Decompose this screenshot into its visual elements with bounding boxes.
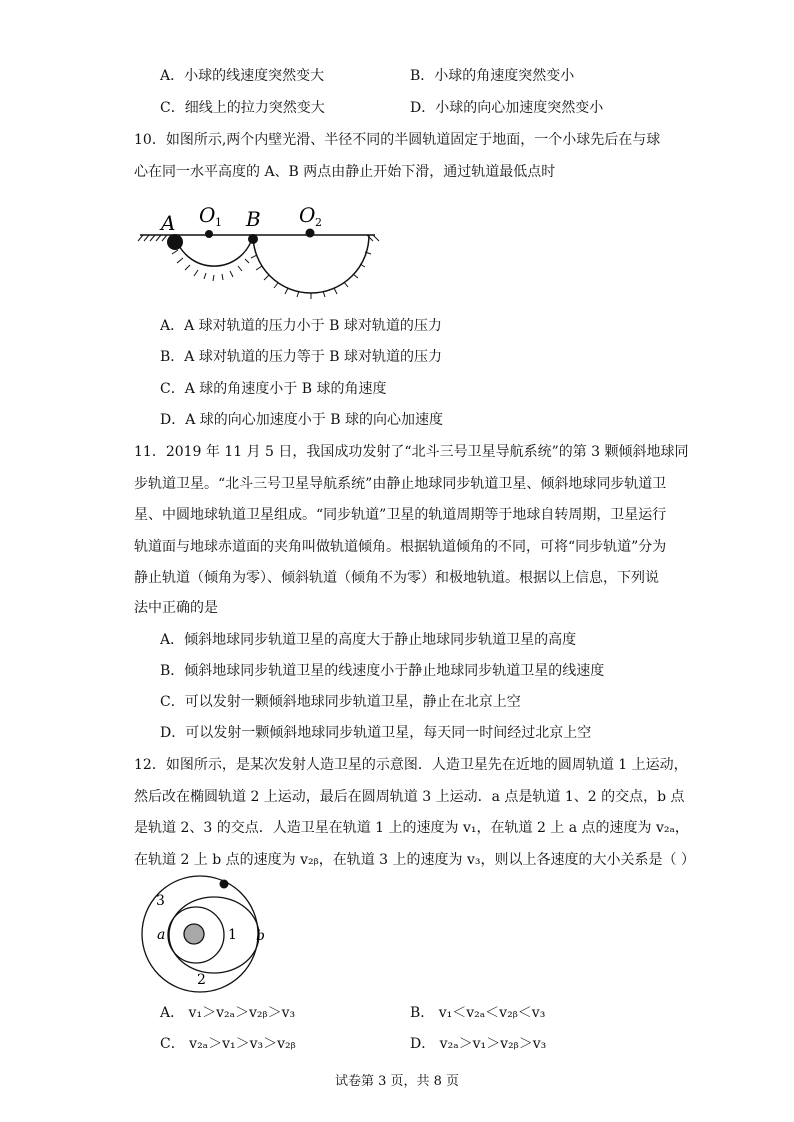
q11-option-a: A．倾斜地球同步轨道卫星的高度大于静止地球同步轨道卫星的高度 xyxy=(160,632,577,648)
label-a: a xyxy=(157,927,166,943)
q10-option-c: C．A 球的角速度小于 B 球的角速度 xyxy=(160,381,387,397)
q12-option-b: B． v₁＜v₂ₐ＜v₂ᵦ＜v₃ xyxy=(410,1005,546,1021)
q10-stem-line2: 心在同一水平高度的 A、B 两点由静止开始下滑，通过轨道最低点时 xyxy=(134,164,556,180)
q9-option-a: A．小球的线速度突然变大 xyxy=(160,68,325,84)
q11-option-b: B．倾斜地球同步轨道卫星的线速度小于静止地球同步轨道卫星的线速度 xyxy=(160,663,605,679)
q11-line: 轨道面与地球赤道面的夹角叫做轨道倾角。根据轨道倾角的不同，可将“同步轨道”分为 xyxy=(134,539,667,555)
q11-line: 法中正确的是 xyxy=(134,600,218,616)
q12-line3: 是轨道 2、3 的交点．人造卫星在轨道 1 上的速度为 v₁，在轨道 2 上 a 点的速度为 v₂ₐ， xyxy=(134,820,689,836)
center-o1 xyxy=(205,230,213,238)
q9-option-d: D．小球的向心加速度突然变小 xyxy=(410,100,604,116)
point-b xyxy=(248,234,258,244)
q11-option-d: D．可以发射一颗倾斜地球同步轨道卫星，每天同一时间经过北京上空 xyxy=(160,725,592,741)
q12-line1: 12．如图所示，是某次发射人造卫星的示意图．人造卫星先在近地的圆周轨道 1 上运动， xyxy=(134,757,688,773)
satellite xyxy=(220,880,229,889)
q9-option-c: C．细线上的拉力突然变大 xyxy=(160,100,325,116)
earth xyxy=(184,924,204,944)
label-o2-sub: 2 xyxy=(315,216,322,229)
label-b: b xyxy=(256,928,265,944)
q10-track-figure xyxy=(135,200,385,300)
q11-line: 11．2019 年 11 月 5 日，我国成功发射了“北斗三号卫星导航系统”的第 3 颗倾斜地球同 xyxy=(134,444,689,460)
label-a: A xyxy=(161,211,176,235)
q12-orbit-figure xyxy=(130,872,280,994)
label-o1-sub: 1 xyxy=(215,216,222,229)
q10-option-d: D．A 球的向心加速度小于 B 球的向心加速度 xyxy=(160,412,443,428)
page-footer: 试卷第 3 页，共 8 页 xyxy=(334,1074,460,1089)
q10-stem-line1: 10．如图所示,两个内壁光滑、半径不同的半圆轨道固定于地面，一个小球先后在与球 xyxy=(134,132,661,148)
ball-a xyxy=(167,234,183,250)
label-b: B xyxy=(246,207,261,231)
q12-option-a: A． v₁＞v₂ₐ＞v₂ᵦ＞v₃ xyxy=(160,1005,296,1021)
label-o1: O xyxy=(199,203,216,227)
q12-line2: 然后改在椭圆轨道 2 上运动，最后在圆周轨道 3 上运动．a 点是轨道 1、2 的交点，b 点 xyxy=(134,789,685,805)
q11-line: 步轨道卫星。“北斗三号卫星导航系统”由静止地球同步轨道卫星、倾斜地球同步轨道卫 xyxy=(134,476,667,492)
label-o2: O xyxy=(299,203,316,227)
q12-option-c: C． v₂ₐ＞v₁＞v₃＞v₂ᵦ xyxy=(160,1036,296,1052)
q12-option-d: D． v₂ₐ＞v₁＞v₂ᵦ＞v₃ xyxy=(410,1036,547,1052)
label-1: 1 xyxy=(228,927,237,943)
q10-option-b: B．A 球对轨道的压力等于 B 球对轨道的压力 xyxy=(160,349,443,365)
label-2: 2 xyxy=(197,972,206,988)
q11-line: 星、中圆地球轨道卫星组成。“同步轨道”卫星的轨道周期等于地球自转周期，卫星运行 xyxy=(134,507,667,523)
q11-option-c: C．可以发射一颗倾斜地球同步轨道卫星，静止在北京上空 xyxy=(160,694,521,710)
label-3: 3 xyxy=(156,893,165,909)
orbit-2 xyxy=(169,897,259,973)
q11-line: 静止轨道（倾角为零）、倾斜轨道（倾角不为零）和极地轨道。根据以上信息，下列说 xyxy=(134,570,659,586)
q9-option-b: B．小球的角速度突然变小 xyxy=(410,68,575,84)
q12-line4: 在轨道 2 上 b 点的速度为 v₂ᵦ，在轨道 3 上的速度为 v₃，则以上各速度的大小关系是（ ） xyxy=(134,852,695,868)
center-o2 xyxy=(306,229,315,238)
q10-option-a: A．A 球对轨道的压力小于 B 球对轨道的压力 xyxy=(160,318,442,334)
